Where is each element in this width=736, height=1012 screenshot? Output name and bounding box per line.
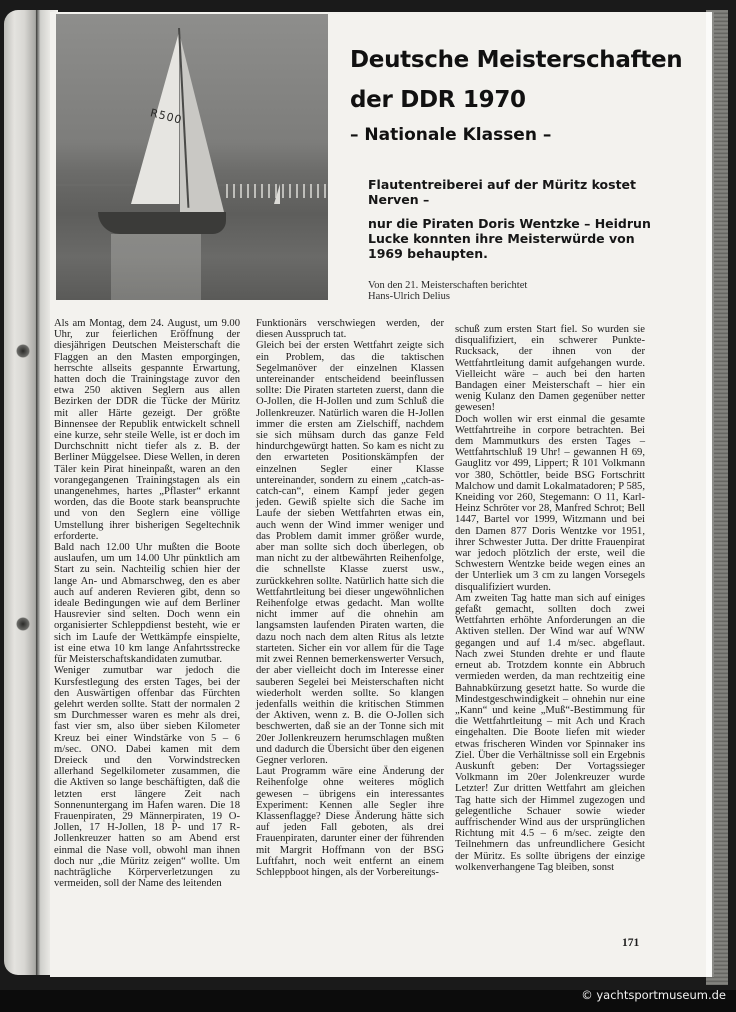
subhead-paragraph-1: Flautentreiberei auf der Müritz kostet Nerven – [368, 177, 637, 207]
byline [368, 280, 658, 302]
magazine-page [50, 12, 714, 977]
paragraph: Laut Programm wäre eine Änderung der Reihenfolge ohne weiteres möglich gewesen – übrigens ein interessantes Experiment: Kennen alle Segler ihre Klassenflagge? Diese Änderung hätte sich auf jeden Fall geboten, als drei Frauenpiraten, darunter einer der führenden mit Margrit Hoffmann von der BSG Luftfahrt, noch weit entfernt an einem Schleppboot hingen, als der Vorbereitungs- [256, 766, 444, 878]
binder-hole-icon [16, 617, 30, 631]
article-column-1 [54, 318, 240, 889]
paragraph: Bald nach 12.00 Uhr mußten die Boote auslaufen, um um 14.00 Uhr pünktlich am Start zu sein. Nachteilig schien hier der lange An- und Abmarschweg, den es aber auch auf anderen Revieren gibt, denn so ideale Bedingungen wie auf dem Berliner Hausrevier sind selten. Doch wenn ein organisierter Schleppdienst besteht, wie er sich im Laufe der Wettkämpfe einspielte, ist eine etwa 10 km lange Anfahrtsstrecke für Meisterschaftskandidaten zumutbar. [54, 542, 240, 666]
boat-hull [98, 212, 226, 234]
headline-line-1: Deutsche Meisterschaften [350, 47, 683, 73]
byline-author: Hans-Ulrich Delius [368, 291, 450, 302]
distant-sail [274, 184, 280, 204]
binder-spine [4, 10, 38, 975]
article-headline [350, 40, 700, 146]
sailboat-photo [56, 14, 328, 300]
paragraph: Weniger zumutbar war jedoch die Kursfestlegung des ersten Tages, bei der den Auswärtigen offenbar das Fürchten gelehrt werden sollte. Statt der normalen 2 sm Durchmesser waren es mehr als drei, fast vier sm, also über sieben Kilometer Kreuz bei einer Windstärke von 5 – 6 m/sec. ONO. Dabei kamen mit dem Dreieck und den Vorwindstrecken allerhand Segelkilometer zusammen, die die Aktiven so lange beschäftigten, daß die letzten erst längere Zeit nach Sonnenuntergang im Hafen waren. Die 18 Frauenpiraten, 29 Männerpiraten, 19 O-Jollen, 17 H-Jollen, 18 P- und 17 R-Jollenkreuzer hatten so am Abend erst einmal die Nase voll, obwohl man ihnen doch nur „die Müritz zeigen“ wollte. Um nachträgliche Körperverletzungen zu vermeiden, soll der Name des leitenden [54, 665, 240, 890]
paragraph: Doch wollen wir erst einmal die gesamte Wettfahrtreihe in corpore betrachten. Bei dem Mammutkurs des ersten Tages – Wettfahrtschluß 19 Uhr! – gewannen H 69, Gauglitz vor 499, Lippert; R 101 Volkmann vor 380, Schöttler, beide BSG Fortschritt Malchow und damit Lokalmatadoren; P 585, Kneiding vor 260, Stegemann: O 11, Karl-Heinz Schröter vor 28, Manfred Schrot; Bell 1447, Bartel vor 1999, Witzmann und bei den Damen 877 Doris Wentzke vor 1951, ihrer Schwester Jutta. Der dritte Frauenpirat war jedoch plötzlich der erste, weil die Schwestern Wentzke beide wegen eines an der Unterliek um 3 cm zu langen Vorsegels disqualifiziert wurden. [455, 413, 645, 593]
binder-hole-icon [16, 344, 30, 358]
paragraph: Am zweiten Tag hatte man sich auf einiges gefaßt gemacht, sollten doch zwei Wettfahrten erhöhte Anforderungen an die Aktiven stellen. Der Wind war auf WNW gegangen und auf 1.4 m/sec. abgeflaut. Nach zwei Stunden drehte er und flaute erneut ab. Trotzdem konnte ein Abbruch vermieden werden, da man rechtzeitig eine Bahnabkürzung gesetzt hatte. So wurde die Mindestgeschwindigkeit – ohnehin nur eine „Kann“ und keine „Muß“-Bestimmung für die Wettfahrtleitung – mit Ach und Krach eingehalten. Die Boote liefen mit wieder etwas frischeren Winden vor Spinnaker ins Ziel. Über die Verhältnisse soll ein Ergebnis Auskunft geben: Der Vortagssieger Volkmann im 20er Jolenkreuzer wurde Letzter! Zur dritten Wettfahrt am gleichen Tag hatte sich der Himmel zugezogen und gelegentliche Schauer sowie wieder auffrischender Wind aus der ursprünglichen Richtung mit 4.5 – 6 m/sec. zeigte den Teilnehmern das unfreundlichere Gesicht der Müritz. Es sollte übrigens der einzige wolkenverhangene Tag bleiben, sonst [455, 592, 645, 873]
headline-subtitle: – Nationale Klassen – [350, 125, 552, 145]
copyright-watermark: © yachtsportmuseum.de [581, 988, 726, 1002]
page-number: 171 [622, 937, 640, 949]
paragraph: Gleich bei der ersten Wettfahrt zeigte sich ein Problem, das die taktischen Segelmanöver der einzelnen Klassen untereinander entscheidend beeinflussen sollte: Die Piraten starteten zuerst, dann die O-Jollen, die H-Jollen und zum Schluß die Jollenkreuzer. Natürlich waren die H-Jollen immer die ersten am Zielschiff, nachdem sie sich mühsam durch das ganze Feld hindurchgewürgt hatten. So kam es nicht zu den erwarteten Positionskämpfen der einzelnen Segler einer Klasse untereinander, sondern zu einem „catch-as-catch-can“, einem Kampf jeder gegen jeden. Gewiß spielte sich die Sache im Laufe der sieben Wettfahrten etwas ein, auch wenn der Wind immer weniger und das Problem damit immer größer wurde, aber man sollte sich doch überlegen, ob man nicht zu der altbewährten Reihenfolge, die schnellste Klasse zuerst usw., zurückkehren sollte. Natürlich hatte sich die Wettfahrtleitung bei dieser ungewöhnlichen Reihenfolge etwas gedacht. Man wollte nicht immer auf die ohnehin am langsamsten laufenden Piraten warten, die dazu noch nach dem alten Ritus als letzte starteten. Sicher ein vor allem für die Tage mit zwei Rennen bemerkenswerter Versuch, der aber vielleicht doch im Interesse einer sauberen Segelei bei Meisterschaften nicht wiederholt werden sollte. So klangen jedenfalls weithin die kritischen Stimmen der Aktiven, wenn z. B. die O-Jollen sich beschwerten, daß sie an der Tonne sich mit 20er Jollenkreuzern herumschlagen mußten und dadurch die Übersicht über den eigenen Gegner verloren. [256, 340, 444, 766]
water-reflection [111, 234, 201, 300]
subhead-paragraph-2: nur die Piraten Doris Wentzke – Heidrun Lucke konnten ihre Meisterwürde von 1969 behaupten. [368, 216, 651, 261]
paragraph: Funktionärs verschwiegen werden, der diesen Ausspruch tat. [256, 318, 444, 341]
article-subhead [368, 177, 666, 270]
paragraph: Als am Montag, dem 24. August, um 9.00 Uhr, zur feierlichen Eröffnung der diesjährigen Deutschen Meisterschaft die Flaggen an den Masten emporgingen, herrschte allseits gespannte Erwartung, hatten doch die Trainingstage zuvor den etwa 250 aktiven Seglern aus allen Bezirken der DDR die Tücke der Müritz mit aller Härte gezeigt. Der größte Binnensee der Republik entwickelt schnell eine kurze, sehr steile Welle, ist er doch im Durchschnitt nicht tiefer als z. B. der Berliner Müggelsee. Diese Wellen, in deren Täler kein Pirat hineinpaßt, waren an den vorangegangenen Trainingstagen als ein unangenehmes, hartes „Pflaster“ erkannt worden, das die Boote stark beanspruchte und von den Seglern eine völlige Umstellung ihrer bisherigen Segeltechnik erforderte. [54, 318, 240, 542]
headline-line-2: der DDR 1970 [350, 87, 526, 113]
article-column-2 [256, 318, 444, 878]
paragraph: schuß zum ersten Start fiel. So wurden sie disqualifiziert, ein schwerer Punkte-Rucksack, der ihnen von der Wettfahrtleitung damit aufgehangen wurde. Vielleicht wäre – auch bei den harten Bandagen einer Meisterschaft – hier ein wenig Kulanz den Damen gegenüber netter gewesen! [455, 324, 645, 414]
sail-number: R500 [148, 106, 184, 127]
article-column-3 [455, 324, 645, 873]
byline-line-1: Von den 21. Meisterschaften berichtet [368, 280, 528, 291]
